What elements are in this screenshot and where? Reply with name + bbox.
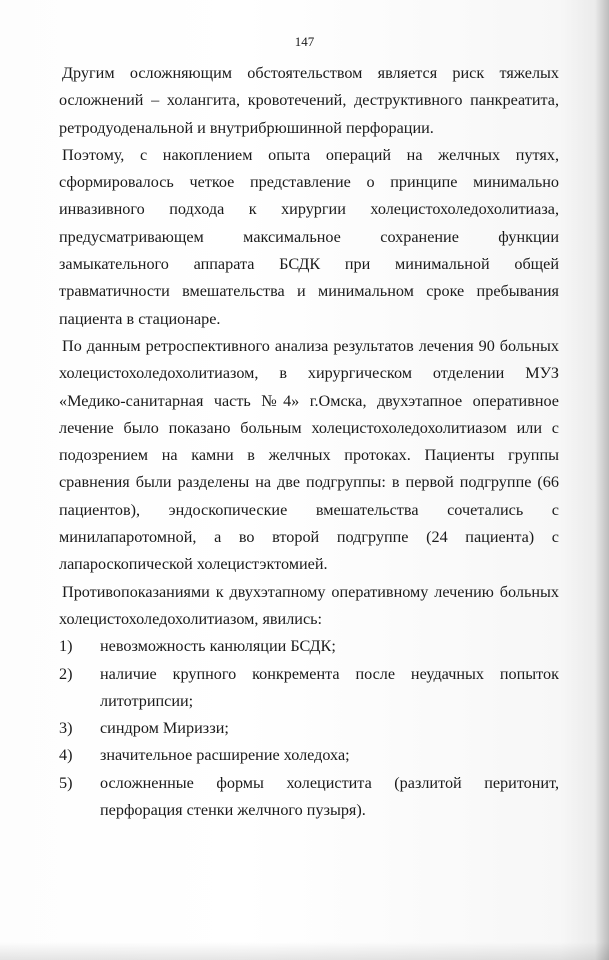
paragraph-2-text: Поэтому, с накоплением опыта операций на желчных путях, сформировалось четкое представление о принципе минимально инвазивного подхода к хирургии холецистохоледохолитиаза, предусматривающем максимальное сохранение функции замыкательного аппарата БСДК при минимальной общей травматичности вмешательства и минимальном сроке пребывания пациента в стационаре.	[59, 145, 559, 328]
page-number: 147	[294, 34, 315, 49]
list-item-text: значительное расширение холедоха;	[100, 746, 350, 765]
paragraph-3	[59, 333, 559, 579]
list-item-number: 3)	[59, 719, 73, 738]
list-item-text: осложненные формы холецистита (разлитой перитонит, перфорация стенки желчного пузыря).	[100, 773, 559, 820]
list-item	[59, 715, 559, 742]
list-item	[59, 633, 559, 660]
list-item-number: 4)	[59, 746, 73, 765]
paragraph-1	[59, 60, 559, 142]
paragraph-2	[59, 142, 559, 333]
page-bottom-shadow	[0, 942, 609, 960]
list-item-number: 2)	[59, 664, 73, 683]
list-item-number: 1)	[59, 637, 73, 656]
list-item	[59, 742, 559, 769]
paragraph-4	[59, 579, 559, 634]
list-item-text: наличие крупного конкремента после неудачных попыток литотрипсии;	[100, 664, 559, 710]
contraindications-list	[59, 633, 559, 824]
page-edge-shadow	[595, 0, 609, 960]
list-item-text: невозможность канюляции БСДК;	[100, 637, 336, 656]
list-item	[59, 661, 559, 716]
body-text	[59, 60, 559, 824]
list-item-number: 5)	[59, 773, 73, 792]
paragraph-1-text: Другим осложняющим обстоятельством является риск тяжелых осложнений – холангита, кровотечений, деструктивного панкреатита, ретродуоденальной и внутрибрюшинной перфорации.	[59, 64, 559, 137]
paragraph-3-text: По данным ретроспективного анализа результатов лечения 90 больных холецистохоледохолитиазом, в хирургическом отделении МУЗ «Медико-санитарная часть №4» г.Омска, двухэтапное оперативное лечение было показано больным холецистохоледохолитиазом или с подозрением на камни в желчных протоках. Пациенты группы сравнения были разделены на две подгруппы: в первой подгруппе (66 пациентов), эндоскопические вмешательства сочетались с минилапаротомной, а во второй подгруппе (24 пациента) с лапароскопической холецистэктомией.	[59, 336, 559, 574]
list-item-text: синдром Мириззи;	[100, 719, 229, 738]
paragraph-4-text: Противопоказаниями к двухэтапному оперативному лечению больных холецистохоледохолитиазом, явились:	[59, 582, 559, 628]
list-item	[59, 770, 559, 825]
